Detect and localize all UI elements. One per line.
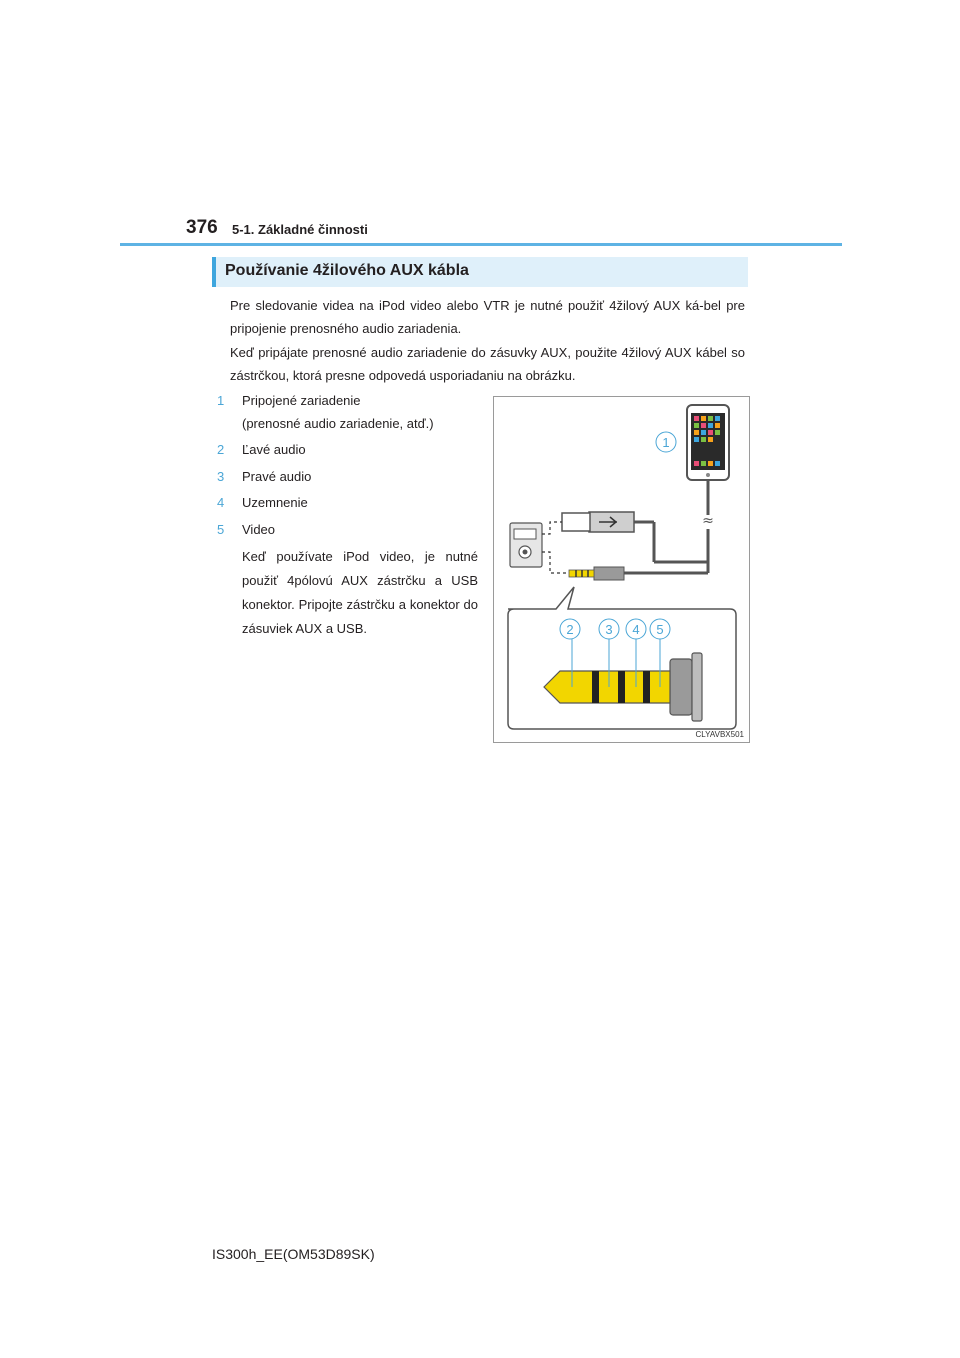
figure-label-2: 2	[566, 622, 574, 637]
list-item	[217, 442, 306, 457]
figure-code: CLYAVBX501	[695, 730, 744, 739]
item-number: 3	[217, 469, 225, 484]
note-paragraph: Keď používate iPod video, je nutné použiť 4pólovú AUX zástrčku a USB konektor. Pripojte zástrčku a konektor do zásuviek AUX a USB.	[242, 549, 478, 636]
item-sublabel: (prenosné audio zariadenie, atď.)	[242, 416, 434, 431]
aux-usb-diagram	[494, 397, 749, 742]
phone-icon	[687, 405, 729, 480]
usb-plug-icon	[562, 512, 634, 532]
figure-label-1: 1	[662, 435, 670, 450]
list-item	[217, 393, 361, 408]
header-rule	[120, 243, 842, 246]
item-number: 4	[217, 495, 225, 510]
paragraph-1: Pre sledovanie videa na iPod video alebo VTR je nutné použiť 4žilový AUX ká-bel pre pripojenie prenosného audio zariadenia.	[230, 298, 745, 336]
document-code: IS300h_EE(OM53D89SK)	[212, 1246, 375, 1262]
item-label: Pravé audio	[242, 469, 312, 484]
connection-figure	[493, 396, 750, 743]
item-number: 2	[217, 442, 225, 457]
item-label: Video	[242, 522, 276, 537]
figure-label-5: 5	[656, 622, 664, 637]
list-item	[217, 495, 308, 510]
page-number: 376	[186, 217, 218, 238]
item-number: 1	[217, 393, 225, 408]
section-title: Používanie 4žilového AUX kábla	[225, 262, 469, 279]
svg-text:≈: ≈	[702, 513, 714, 529]
figure-label-4: 4	[632, 622, 640, 637]
list-item	[217, 522, 276, 537]
paragraph-2: Keď pripájate prenosné audio zariadenie do zásuvky AUX, použite 4žilový AUX kábel so zástrčkou, ktorá presne odpovedá usporiadaniu na obrázku.	[230, 345, 745, 383]
item-label: Uzemnenie	[242, 495, 308, 510]
item-number: 5	[217, 522, 225, 537]
chapter-title: 5-1. Základné činnosti	[232, 222, 368, 237]
aux-plug-small-icon	[569, 567, 624, 580]
figure-label-3: 3	[605, 622, 613, 637]
item-label: Pripojené zariadenie	[242, 393, 361, 408]
section-heading-box	[212, 257, 748, 287]
list-item	[217, 469, 312, 484]
item-label: Ľavé audio	[242, 442, 306, 457]
socket-panel-icon	[510, 523, 542, 567]
